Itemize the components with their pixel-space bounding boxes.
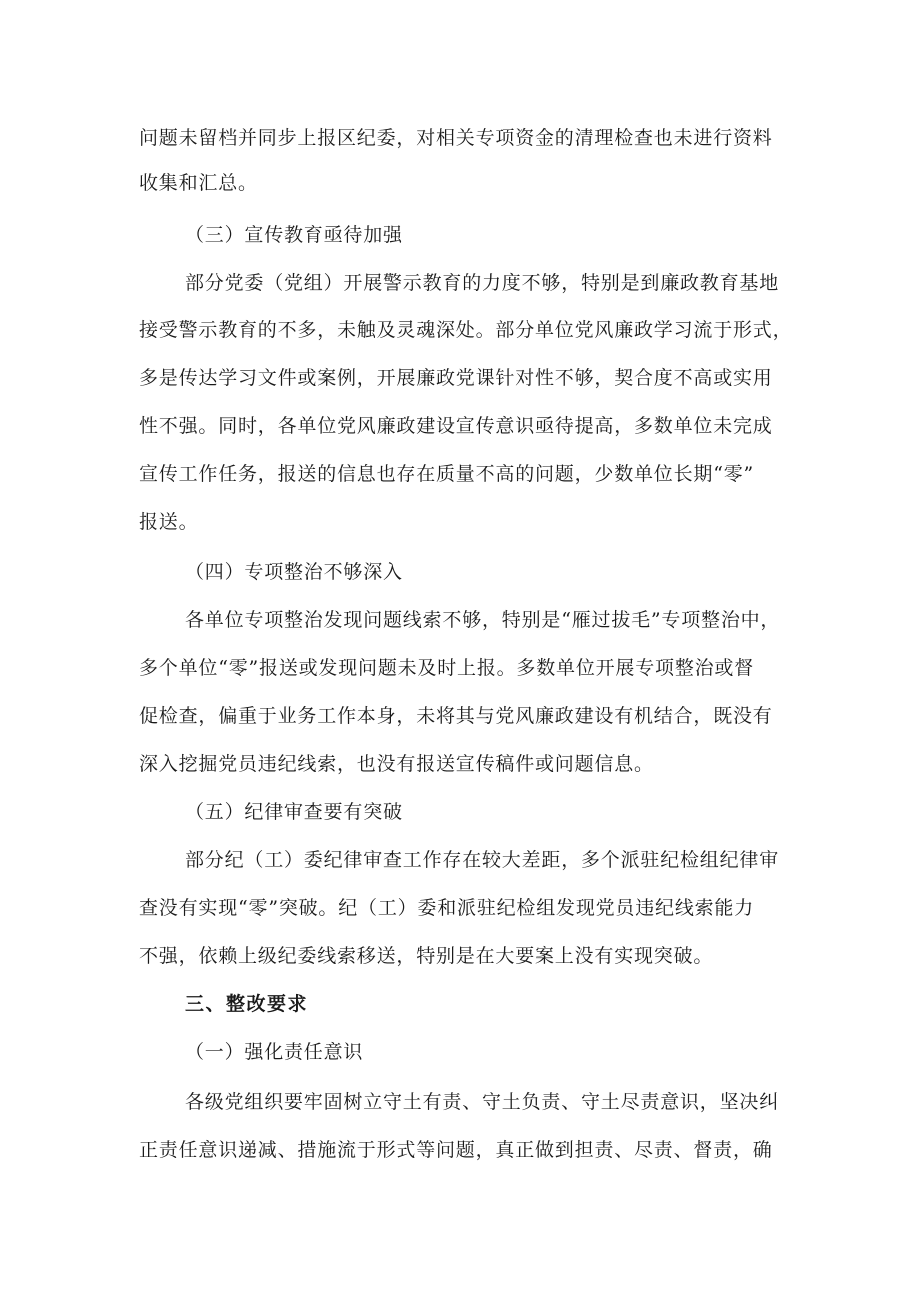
paragraph-line: 报送。 <box>139 511 199 533</box>
paragraph-line: 查没有实现“零”突破。纪（工）委和派驻纪检组发现党员违纪线索能力 <box>139 897 755 919</box>
paragraph-line: 不强，依赖上级纪委线索移送，特别是在大要案上没有实现突破。 <box>139 945 714 967</box>
paragraph-line: 问题未留档并同步上报区纪委，对相关专项资金的清理检查也未进行资料 <box>139 127 773 149</box>
paragraph-line: 多是传达学习文件或案例，开展廉政党课针对性不够，契合度不高或实用 <box>139 367 773 389</box>
paragraph-line: 促检查，偏重于业务工作本身，未将其与党风廉政建设有机结合，既没有 <box>139 705 773 727</box>
section-heading: （三）宣传教育亟待加强 <box>185 224 403 246</box>
paragraph-line: 部分纪（工）委纪律审查工作存在较大差距，多个派驻纪检组纪律审 <box>185 849 780 871</box>
paragraph-line: 收集和汇总。 <box>139 172 258 194</box>
chapter-heading: 三、整改要求 <box>185 993 309 1015</box>
paragraph-line: 性不强。同时，各单位党风廉政建设宣传意识亟待提高，多数单位未完成 <box>139 415 773 437</box>
paragraph-line: 深入挖掘党员违纪线索，也没有报送宣传稿件或问题信息。 <box>139 753 654 775</box>
paragraph-line: 各单位专项整治发现问题线索不够，特别是“雁过拔毛”专项整治中， <box>185 609 781 631</box>
paragraph-line: 正责任意识递减、措施流于形式等问题，真正做到担责、尽责、督责，确 <box>139 1139 773 1161</box>
section-heading: （五）纪律审查要有突破 <box>185 801 403 823</box>
paragraph-line: 部分党委（党组）开展警示教育的力度不够，特别是到廉政教育基地 <box>185 272 780 294</box>
section-heading: （一）强化责任意识 <box>185 1041 364 1063</box>
paragraph-line: 接受警示教育的不多，未触及灵魂深处。部分单位党风廉政学习流于形式， <box>139 319 793 341</box>
paragraph-line: 多个单位“零”报送或发现问题未及时上报。多数单位开展专项整治或督 <box>139 657 755 679</box>
paragraph-line: 各级党组织要牢固树立守土有责、守土负责、守土尽责意识，坚决纠 <box>185 1091 780 1113</box>
paragraph-line: 宣传工作任务，报送的信息也存在质量不高的问题，少数单位长期“零” <box>139 463 755 485</box>
section-heading: （四）专项整治不够深入 <box>185 561 403 583</box>
